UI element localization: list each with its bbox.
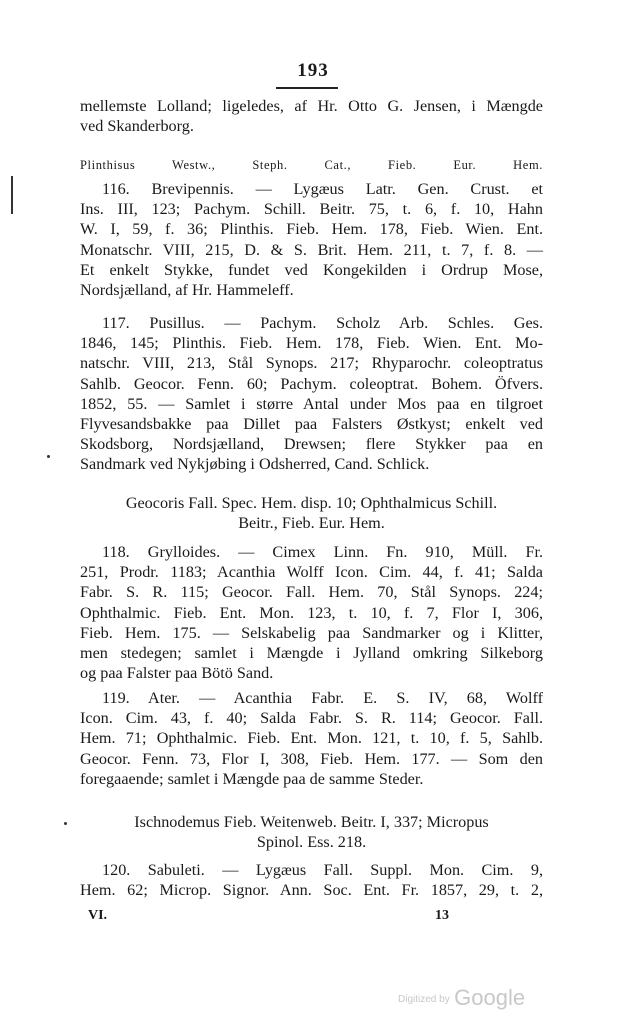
genus-heading-plinthisus — [80, 155, 543, 175]
margin-dot — [47, 455, 50, 458]
text-line: Skodsborg, Nordsjælland, Drewsen; flere Stykker paa en — [80, 435, 543, 454]
text-line: og paa Falster paa Bötö Sand. — [80, 664, 274, 683]
text-line: 117. Pusillus. — Pachym. Scholz Arb. Schles. Ges. — [102, 314, 543, 332]
text-line: Sahlb. Geocor. Fenn. 60; Pachym. coleoptrat. Bohem. Öfvers. — [80, 374, 543, 393]
text-line: Et enkelt Stykke, fundet ved Kongekilden i Ordrup Mose, — [80, 260, 543, 279]
genus-heading-geocoris — [80, 493, 543, 533]
text-line: 119. Ater. — Acanthia Fabr. E. S. IV, 68, Wolff — [102, 689, 543, 707]
entry-116 — [80, 179, 543, 300]
text-line: men stedegen; samlet i Mængde i Jylland omkring Silkeborg — [80, 643, 543, 662]
text-line: mellemste Lolland; ligeledes, af Hr. Otto G. Jensen, i Mængde — [80, 97, 543, 115]
margin-dot — [64, 822, 67, 825]
margin-mark — [11, 176, 13, 214]
text-line: Ophthalmic. Fieb. Ent. Mon. 123, t. 10, f. 7, Flor I, 306, — [80, 603, 543, 622]
text-line: Monatschr. VIII, 215, D. & S. Brit. Hem. 211, t. 7, f. 8. — — [80, 240, 543, 259]
text-line: Plinthisus Westw., Steph. Cat., Fieb. Eur. Hem. — [80, 158, 543, 172]
page-number: 193 — [297, 60, 329, 81]
body-b0 — [80, 96, 543, 136]
text-line: Fabr. S. R. 115; Geocor. Fall. Hem. 70, Stål Synops. 224; — [80, 583, 543, 602]
text-line: Ins. III, 123; Pachym. Schill. Beitr. 75, t. 6, f. 10, Hahn — [80, 200, 543, 219]
text-line: Sandmark ved Nykjøbing i Odsherred, Cand. Schlick. — [80, 455, 430, 474]
text-line: Geocor. Fenn. 73, Flor I, 308, Fieb. Hem. 177. — Som den — [80, 749, 543, 768]
text-line: 1846, 145; Plinthis. Fieb. Hem. 178, Fieb. Wien. Ent. Mo- — [80, 334, 543, 353]
text-line: 1852, 55. — Samlet i større Antal under Mos paa en tilgroet — [80, 394, 543, 413]
text-line: Hem. 62; Microp. Signor. Ann. Soc. Ent. Fr. 1857, 29, t. 2, — [80, 881, 543, 900]
watermark-brand: Google — [454, 985, 526, 1010]
signature-mark: VI. — [88, 908, 108, 923]
genus-heading-ischnodemus — [80, 812, 543, 852]
text-line: Fieb. Hem. 175. — Selskabelig paa Sandmarker og i Klitter, — [80, 623, 543, 642]
text-line: foregaaende; samlet i Mængde paa de samme Steder. — [80, 769, 424, 788]
text-line: 251, Prodr. 1183; Acanthia Wolff Icon. Cim. 44, f. 41; Salda — [80, 563, 543, 582]
text-line: Icon. Cim. 43, f. 40; Salda Fabr. S. R. 114; Geocor. Fall. — [80, 709, 543, 728]
text-line: Geocoris Fall. Spec. Hem. disp. 10; Ophthalmicus Schill. — [125, 494, 498, 512]
entry-120 — [80, 860, 543, 900]
text-line: W. I, 59, f. 36; Plinthis. Fieb. Hem. 178, Fieb. Wien. Ent. — [80, 220, 543, 239]
watermark-prefix: Digitized by — [398, 994, 450, 1005]
text-line: Spinol. Ess. 218. — [256, 833, 367, 852]
text-line: Flyvesandsbakke paa Dillet paa Falsters Østkyst; enkelt ved — [80, 414, 543, 433]
entry-117 — [80, 313, 543, 475]
text-line: 116. Brevipennis. — Lygæus Latr. Gen. Crust. et — [102, 180, 543, 198]
entry-119 — [80, 688, 543, 789]
text-line: Beitr., Fieb. Eur. Hem. — [238, 514, 385, 533]
entry-118 — [80, 542, 543, 683]
text-line: Hem. 71; Ophthalmic. Fieb. Ent. Mon. 121, t. 10, f. 5, Sahlb. — [80, 729, 543, 748]
text-line: Ischnodemus Fieb. Weitenweb. Beitr. I, 337; Micropus — [134, 813, 489, 831]
text-line: Nordsjælland, af Hr. Hammeleff. — [80, 280, 294, 299]
text-line: natschr. VIII, 213, Stål Synops. 217; Rhyparochr. coleoptratus — [80, 354, 543, 373]
text-line: ved Skanderborg. — [80, 117, 194, 136]
text-line: 120. Sabuleti. — Lygæus Fall. Suppl. Mon. Cim. 9, — [102, 861, 543, 879]
google-watermark — [398, 985, 525, 1011]
text-line: 118. Grylloides. — Cimex Linn. Fn. 910, Müll. Fr. — [102, 543, 543, 561]
page-number-rule — [276, 87, 338, 89]
footer-number: 13 — [435, 908, 449, 923]
